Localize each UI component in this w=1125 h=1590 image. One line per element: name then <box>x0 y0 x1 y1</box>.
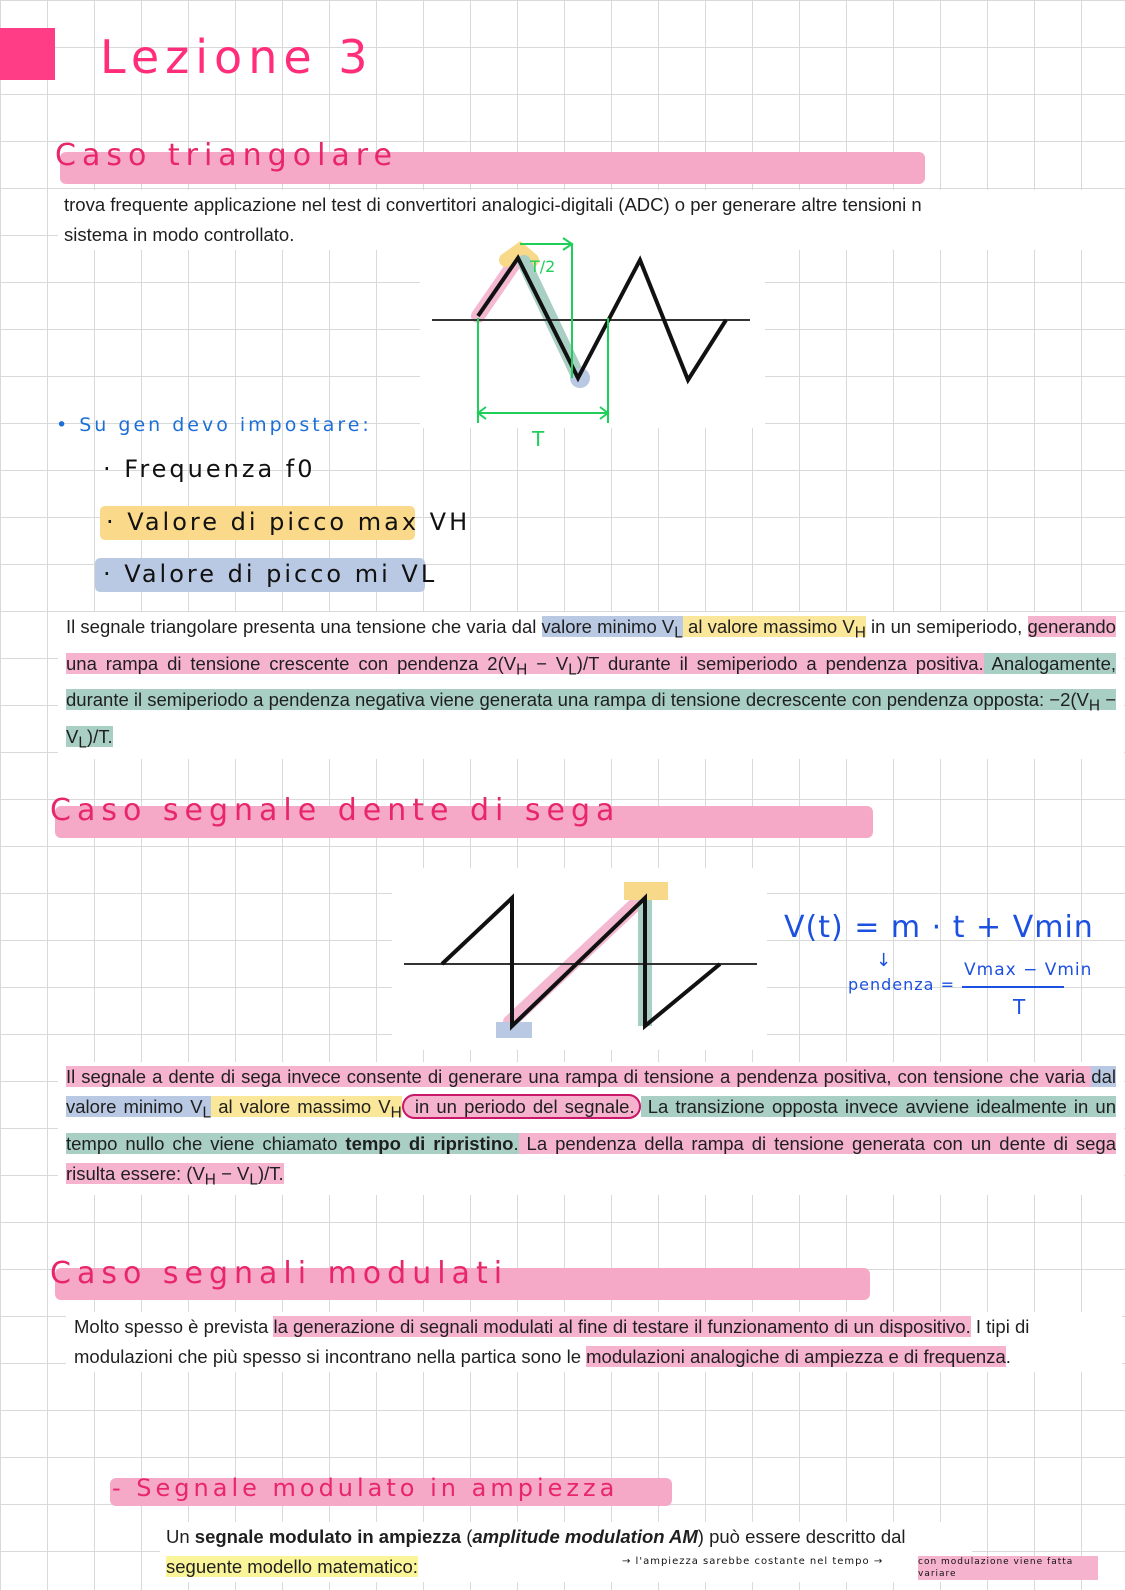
text-segment: Molto spesso è prevista <box>74 1316 274 1337</box>
text-segment: al valore massimo V <box>211 1096 391 1117</box>
sawtooth-paragraph <box>58 1062 1124 1195</box>
subscript: H <box>390 1104 402 1122</box>
slope-denominator: T <box>1013 995 1029 1019</box>
text-segment-bold: tempo di ripristino <box>345 1132 514 1154</box>
text-segment: Analogamente, durante il semiperiodo a pendenza negativa viene generata una rampa di tensione decrescente con pendenza opposta: −2(V <box>66 652 1116 711</box>
gen-item-vl: · Valore di picco mi VL <box>103 560 438 588</box>
subsection-title-am: - Segnale modulato in ampiezza <box>112 1474 619 1502</box>
subscript: H <box>516 661 528 679</box>
subscript: L <box>202 1104 212 1122</box>
text-segment: valore minimo V <box>541 616 675 637</box>
text-segment: . <box>513 1132 519 1154</box>
am-note-left: → l'ampiezza sarebbe costante nel tempo → <box>622 1556 884 1567</box>
text-segment: al valore massimo V <box>682 616 855 637</box>
text-segment: )/T. <box>86 726 113 748</box>
title-marker <box>0 28 55 80</box>
section-title-modulati: Caso segnali modulati <box>50 1256 509 1291</box>
subscript: L <box>568 661 577 679</box>
modulated-paragraph <box>66 1312 1122 1372</box>
subscript: H <box>854 624 866 642</box>
triangle-wave-diagram <box>420 228 765 451</box>
text-segment: la generazione di segnali modulati al fine di testare il funzionamento di un dispositivo. <box>273 1316 971 1337</box>
slope-label: pendenza = <box>848 975 955 994</box>
text-segment: seguente modello matematico: <box>166 1556 418 1577</box>
gen-item-vh: · Valore di picco max VH <box>106 508 471 536</box>
section-title-dente-di-sega: Caso segnale dente di sega <box>50 793 621 828</box>
subscript: L <box>78 734 87 752</box>
subscript: L <box>249 1171 258 1189</box>
gen-note: • Su gen devo impostare: <box>56 414 372 436</box>
subscript: H <box>1088 698 1101 716</box>
intro-line: sistema in modo controllato. <box>64 224 295 245</box>
page-title: Lezione 3 <box>100 30 374 84</box>
text-segment: . <box>1005 1346 1011 1367</box>
text-segment: − V <box>215 1162 250 1184</box>
text-segment: in un semiperiodo, <box>865 616 1028 637</box>
text-segment: )/T. <box>257 1162 284 1184</box>
half-period-label: T/2 <box>530 257 556 276</box>
text-segment: ( <box>461 1526 473 1547</box>
slope-arrow: ↓ <box>876 950 895 971</box>
fraction-line <box>962 986 1064 988</box>
text-segment: − V <box>66 689 1116 748</box>
text-segment: ) può essere descritto dal <box>697 1526 906 1547</box>
intro-line: trova frequente applicazione nel test di convertitori analogici-digitali (ADC) o per generare altre tensioni n <box>64 194 922 215</box>
ramp-highlight <box>510 898 642 1022</box>
sawtooth-svg <box>392 868 767 1050</box>
sawtooth-wave <box>442 898 720 1026</box>
am-note-right: con modulazione viene fatta variare <box>918 1556 1098 1580</box>
text-segment: Il segnale triangolare presenta una tensione che varia dal <box>66 616 542 637</box>
text-segment: in un periodo del segnale. <box>402 1094 641 1119</box>
text-segment: generando una rampa di tensione crescente con pendenza 2(V <box>66 616 1116 674</box>
text-segment-italic: amplitude modulation AM <box>472 1526 698 1547</box>
text-segment-bold: segnale modulato in ampiezza <box>194 1526 462 1547</box>
text-segment: modulazioni analogiche di ampiezza e di frequenza <box>586 1346 1006 1367</box>
text-segment: Il segnale a dente di sega invece consente di generare una rampa di tensione a pendenza positiva, con tensione che varia <box>66 1066 1092 1087</box>
sawtooth-diagram <box>392 868 767 1050</box>
subscript: L <box>674 624 683 642</box>
text-segment: dal valore minimo V <box>66 1066 1116 1117</box>
period-label: T <box>532 427 545 451</box>
text-segment: La transizione opposta invece avviene idealmente in un tempo nullo che viene chiamato <box>66 1096 1116 1154</box>
slope-numerator: Vmax − Vmin <box>964 960 1093 980</box>
text-segment: )/T durante il semiperiodo a pendenza positiva. <box>576 652 984 674</box>
text-segment: Un <box>166 1526 195 1547</box>
sawtooth-formula: V(t) = m · t + Vmin <box>784 910 1094 945</box>
text-segment: I tipi di modulazioni che più spesso si incontrano nella partica sono le <box>74 1316 1030 1367</box>
text-segment: − V <box>527 652 569 674</box>
triangle-wave-svg <box>420 228 765 453</box>
subscript: H <box>204 1171 216 1189</box>
triangle-paragraph <box>58 612 1124 759</box>
am-paragraph <box>160 1522 972 1582</box>
section-title-triangolare: Caso triangolare <box>55 138 398 173</box>
text-segment: La pendenza della rampa di tensione generata con un dente di sega risulta essere: (V <box>66 1132 1117 1184</box>
gen-item-frequency: · Frequenza f0 <box>103 455 316 483</box>
